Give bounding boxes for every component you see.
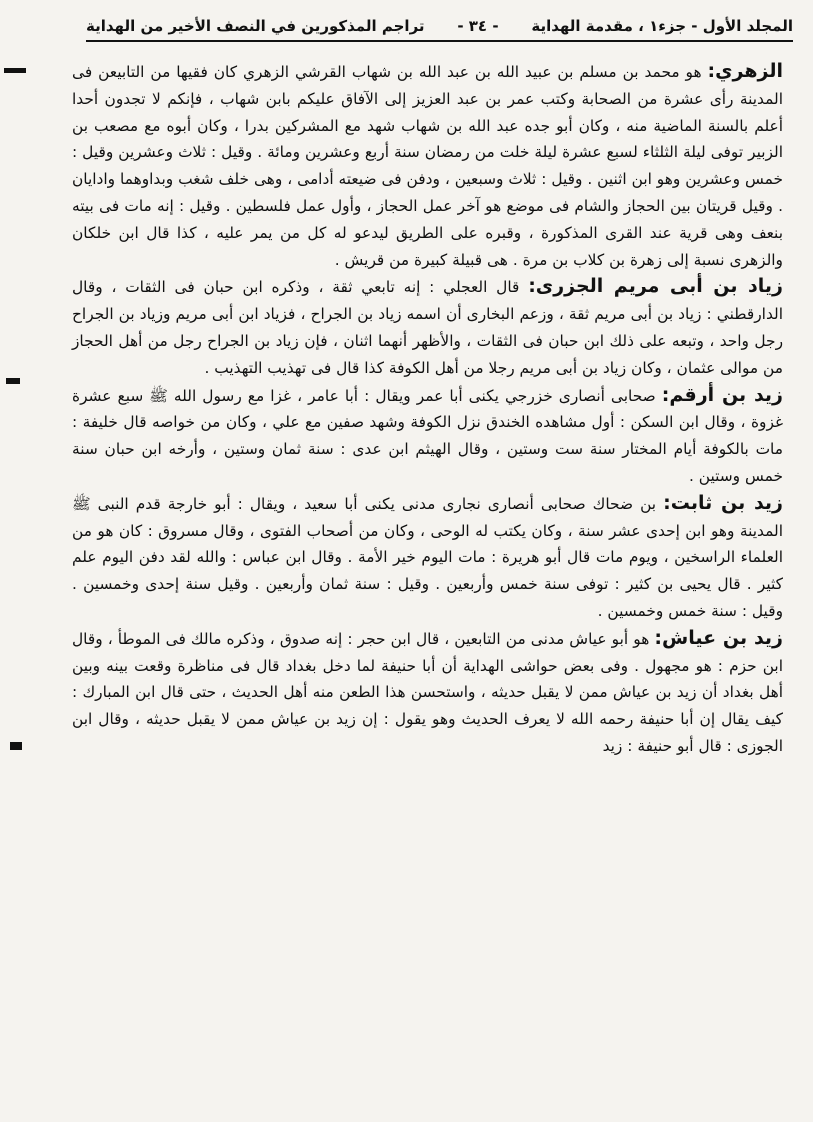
scan-mark [4,68,26,73]
biography-entry [72,490,783,625]
scan-mark [10,742,22,750]
entry-text: هو أبو عياش مدنى من التابعين ، قال ابن حجر : إنه صدوق ، وذكره مالك فى الموطأ ، وقال ابن حزم : هو مجهول . وفى بعض حواشى الهداية أن أبا حنيفة لما دخل بغداد قال فى مناظرة وقعت بينه وبين أهل بغداد أن زيد بن عياش ممن لا يقبل حديثه ، واستحسن هذا الطعن منه أهل الحديث ، حتى قال ابن المبارك : كيف يقال إن أبا حنيفة رحمه الله لا يعرف الحديث وهو يقول : إن زيد بن عياش ممن لا يقبل حديثه ، وقال ابن الجوزى : قال أبو حنيفة : زيد [72,629,783,755]
biography-entry [72,625,783,760]
entry-heading: زيد بن أرقم: [661,383,783,406]
biography-entry [72,273,783,381]
scan-mark [6,378,20,384]
entry-heading: زياد بن أبى مريم الجزرى: [528,275,783,298]
header-title: تراجم المذكورين في النصف الأخير من الهداية [86,16,425,35]
entry-text: بن ضحاك صحابى أنصارى نجارى مدنى يكنى أبا سعيد ، ويقال : أبو خارجة قدم النبى ﷺ المدينة وهو ابن إحدى عشر سنة ، وكان يكتب له الوحى ، وكان من أصحاب الفتوى ، وقال مسروق : كان هو من العلماء الراسخين ، ويوم مات قال أبو هريرة : مات اليوم خير الأمة . وقال ابن عباس : والله لقد دفن اليوم علم كثير . قال يحيى بن كثير : توفى سنة خمس وأربعين . وقيل : سنة ثمان وأربعين . وقيل سنة إحدى وخمسين . وقيل : سنة خمس وخمسين . [72,494,783,620]
entry-heading: زيد بن ثابت: [663,491,783,514]
page-header [86,8,793,42]
entry-heading: الزهري: [707,60,783,82]
biography-entry [72,58,783,273]
header-volume: المجلد الأول - جزء١ ، مقدمة الهداية [531,16,793,35]
entry-text: صحابى أنصارى خزرجي يكنى أبا عمر ويقال : أبا عامر ، غزا مع رسول الله ﷺ سبع عشرة غزوة ، وقال ابن السكن : أول مشاهده الخندق نزل الكوفة وشهد صفين مع علي ، وكان من خواصه قال خليفة : مات بالكوفة أيام المختار سنة ست وستين ، وقال الهيثم ابن عدى : سنة ثمان وستين ، وأرخه ابن حبان سنة خمس وستين . [72,386,783,485]
entry-text: هو محمد بن مسلم بن عبيد الله بن عبد الله بن شهاب القرشي الزهري كان فقيها من التابيعن فى المدينة رأى عشرة من الصحابة وكتب عمر بن عبد العزيز إلى الآفاق عليكم بابن شهاب ، فإنكم لا تجدون أحدا أعلم بالسنة الماضية منه ، وكان أبو جده عبد الله بن شهاب شهد مع المشركين بدرا ، وكان أبوه مع مصعب بن الزبير توفى ليلة الثلثاء لسبع عشرة ليلة خلت من رمضان سنة أربع وعشرين ومائة . وقيل : ثلاث وعشرين وقيل : خمس وعشرين وهو ابن اثنين . وقيل : ثلاث وسبعين ، ودفن فى ضيعته أدامى ، وهى خلف شغب وبداوهما وادايان . وقيل قريتان بين الحجاز والشام فى موضع هو آخر عمل الحجاز ، وأول عمل فلسطين . وقيل : إنه مات فى بيته بنعف وهى قرية عند القرى المذكورة ، وقبره على الطريق ليدعو له كل من يمر عليه ، كذا قال ابن خلكان والزهرى نسبة إلى زهرة بن كلاب بن مرة . هى قبيلة كبيرة من قريش . [72,63,783,269]
entry-text: قال العجلي : إنه تابعي ثقة ، وذكره ابن حبان فى الثقات ، وقال الدارقطني : زياد بن أبى مريم ثقة ، وزعم البخارى أن اسمه زياد بن الجراح ، فزياد ابن أبى مريم وزياد بن الجراح رجل واحد ، وتبعه على ذلك ابن حبان فى الثقات ، والأظهر أنهما اثنان ، فإن زياد بن الجراح رجل من أهل الحجاز من موالى عثمان ، وكان زياد بن أبى مريم رجلا من أهل الكوفة كذا قال فى تهذيب التهذيب . [72,278,783,377]
margin-scan-marks [0,0,40,1122]
header-page-number: - ٣٤ - [457,16,499,35]
biography-entry [72,382,783,490]
entry-heading: زيد بن عياش: [654,626,783,649]
page-body [72,58,783,760]
